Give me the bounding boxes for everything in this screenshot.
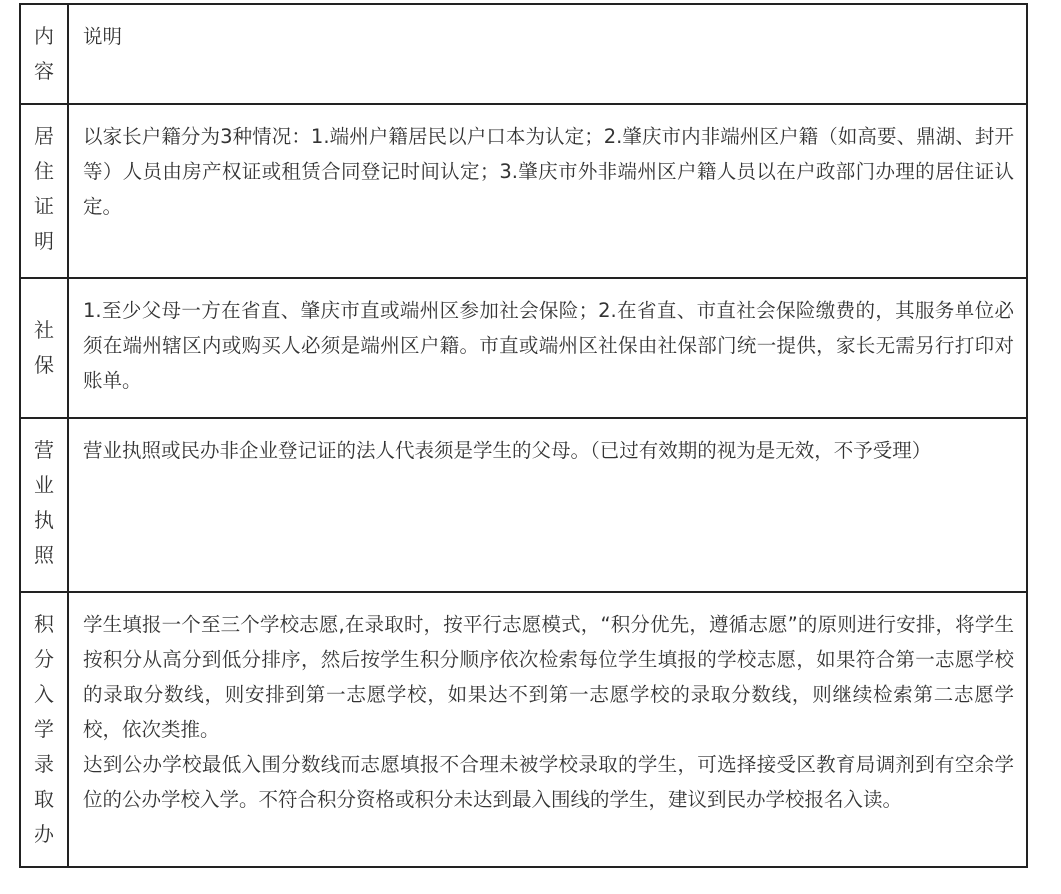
row-label-social-insurance: 社保 (20, 278, 68, 418)
row-label-residence-proof: 居住证明 (20, 104, 68, 278)
row-text-business-license: 营业执照或民办非企业登记证的法人代表须是学生的父母。（已过有效期的视为是无效，不予受理） (68, 418, 1027, 592)
table-row (20, 592, 1027, 867)
row-text-admission (68, 592, 1027, 867)
row-text-residence-proof: 以家长户籍分为3种情况：1.端州户籍居民以户口本为认定；2.肇庆市内非端州区户籍（如高要、鼎湖、封开等）人员由房产权证或租赁合同登记时间认定；3.肇庆市外非端州区户籍人员以在户政部门办理的居住证认定。 (68, 104, 1027, 278)
row-label-business-license: 营业执照 (20, 418, 68, 592)
row-label-content: 内容 (20, 4, 68, 104)
table-row (20, 4, 1027, 104)
table-row (20, 278, 1027, 418)
info-table (19, 3, 1028, 868)
row-text-social-insurance: 1.至少父母一方在省直、肇庆市直或端州区参加社会保险；2.在省直、市直社会保险缴费的，其服务单位必须在端州辖区内或购买人必须是端州区户籍。市直或端州区社保由社保部门统一提供，家长无需另行打印对账单。 (68, 278, 1027, 418)
row-label-admission: 积分入学录取办 (20, 592, 68, 867)
table-row (20, 104, 1027, 278)
admission-paragraph-2: 达到公办学校最低入围分数线而志愿填报不合理未被学校录取的学生，可选择接受区教育局调剂到有空余学位的公办学校入学。不符合积分资格或积分未达到最入围线的学生，建议到民办学校报名入读。 (83, 753, 1014, 811)
table-row (20, 418, 1027, 592)
admission-paragraph-1: 学生填报一个至三个学校志愿,在录取时，按平行志愿模式，“积分优先，遵循志愿”的原则进行安排，将学生按积分从高分到低分排序，然后按学生积分顺序依次检索每位学生填报的学校志愿，如果符合第一志愿学校的录取分数线，则安排到第一志愿学校，如果达不到第一志愿学校的录取分数线，则继续检索第二志愿学校，依次类推。 (83, 613, 1014, 741)
row-text-description: 说明 (68, 4, 1027, 104)
